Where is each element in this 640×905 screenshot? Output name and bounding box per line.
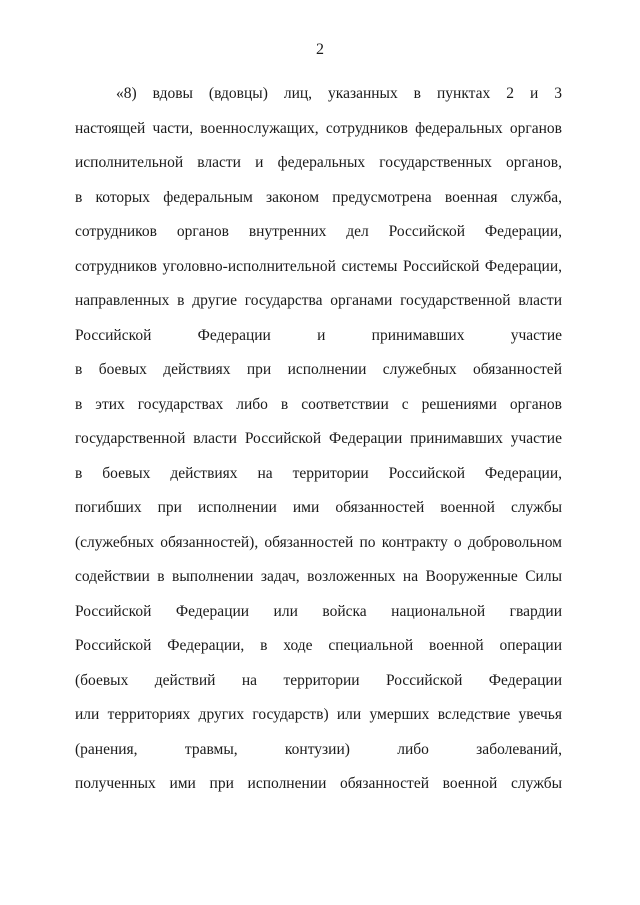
text-line: направленных в другие государства органами государственной власти (75, 292, 562, 309)
text-line: сотрудников уголовно-исполнительной системы Российской Федерации, (75, 257, 562, 275)
text-line: (боевых действий на территории Российской Федерации (75, 671, 562, 689)
text-line: Российской Федерации, в ходе специальной военной операции (75, 637, 562, 654)
text-line: в боевых действиях при исполнении служебных обязанностей (75, 361, 562, 378)
text-line: сотрудников органов внутренних дел Российской Федерации, (75, 223, 562, 240)
document-body (75, 77, 562, 802)
text-line: полученных ими при исполнении обязанностей военной службы (75, 775, 562, 792)
text-line: исполнительной власти и федеральных государственных органов, (75, 154, 562, 171)
text-line: Российской Федерации или войска национальной гвардии (75, 602, 562, 620)
text-line: в которых федеральным законом предусмотрена военная служба, (75, 188, 562, 206)
text-line: (служебных обязанностей), обязанностей по контракту о добровольном (75, 533, 562, 551)
text-line: Российской Федерации и принимавших участие (75, 326, 562, 344)
text-line: в этих государствах либо в соответствии с решениями органов (75, 395, 562, 413)
page-number: 2 (316, 41, 324, 58)
text-line: или территориях других государств) или умерших вследствие увечья (75, 706, 562, 723)
text-line: (ранения, травмы, контузии) либо заболеваний, (75, 740, 562, 758)
text-line: погибших при исполнении ими обязанностей военной службы (75, 499, 562, 516)
text-line: содействии в выполнении задач, возложенных на Вооруженные Силы (75, 568, 562, 585)
text-line: государственной власти Российской Федерации принимавших участие (75, 430, 562, 447)
text-line: «8) вдовы (вдовцы) лиц, указанных в пунктах 2 и 3 (116, 85, 562, 102)
text-line: настоящей части, военнослужащих, сотрудников федеральных органов (75, 119, 562, 137)
text-line: в боевых действиях на территории Российской Федерации, (75, 464, 562, 482)
